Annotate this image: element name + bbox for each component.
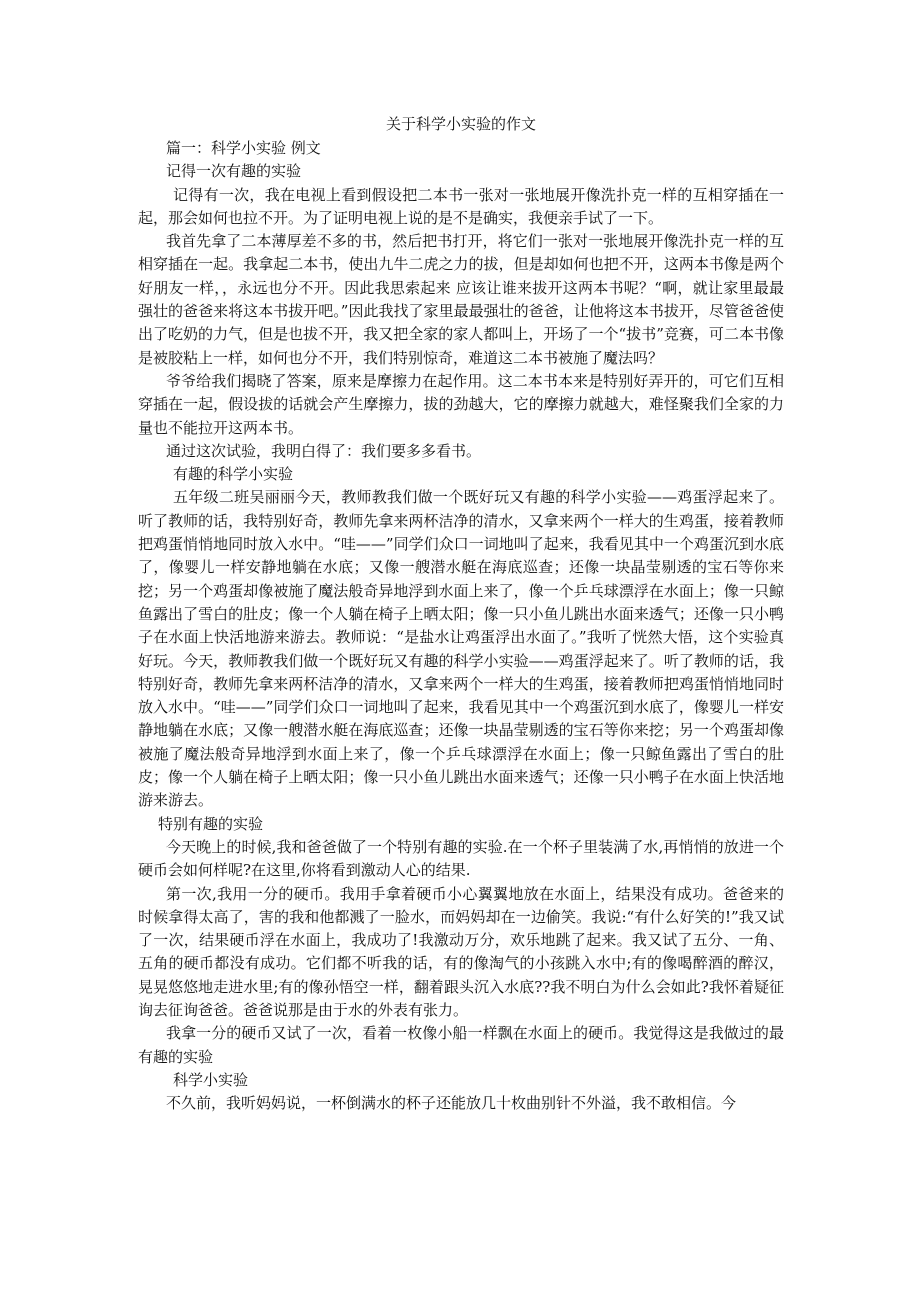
section-heading: 篇一：科学小实验 例文 [166,139,321,157]
paragraph: 我拿一分的硬币又试了一次，看着一枚像小船一样飘在水面上的硬币。我觉得这是我做过的最有趣的实验 [138,1024,784,1066]
section-subheading: 记得一次有趣的实验 [166,162,302,181]
paragraph: 不久前，我听妈妈说，一杯倒满水的杯子还能放几十枚曲别针不外溢，我不敢相信。今 [166,1094,737,1113]
document-title: 关于科学小实验的作文 [385,115,536,133]
section-heading: 有趣的科学小实验 [173,465,294,484]
section-heading: 特别有趣的实验 [158,814,264,833]
paragraph: 通过这次试验，我明白得了：我们要多多看书。 [166,441,482,460]
paragraph: 第一次,我用一分的硬币。我用手拿着硬币小心翼翼地放在水面上，结果没有成功。爸爸来的时候拿得太高了，害的我和他都溅了一脸水，而妈妈却在一边偷笑。我说:“有什么好笑的!”我又试了一次，结果硬币浮在水面上，我成功了!我激动万分，欢乐地跳了起来。我又试了五分、一角、五角的硬币都没有成功。它们都不听我的话，有的像淘气的小孩跳入水中;有的像喝醉酒的醉汉，晃晃悠悠地走进水里;有的像孙悟空一样，翻着跟头沉入水底??我不明白为什么会如此?我怀着疑征询去征询爸爸。爸爸说那是由于水的外表有张力。 [138,884,784,1019]
document-page [138,111,784,1115]
paragraph: 今天晚上的时候,我和爸爸做了一个特别有趣的实验.在一个杯子里装满了水,再悄悄的放进一个硬币会如何样呢?在这里,你将看到激动人心的结果. [138,837,784,880]
paragraph: 爷爷给我们揭晓了答案，原来是摩擦力在起作用。这二本书本来是特别好弄开的，可它们互相穿插在一起，假设拔的话就会产生摩擦力，拔的劲越大，它的摩擦力就越大，难怪聚我们全家的力量也不能拉开这两本书。 [138,371,784,437]
paragraph: 五年级二班吴丽丽今天，教师教我们做一个既好玩又有趣的科学小实验——鸡蛋浮起来了。听了教师的话，我特别好奇，教师先拿来两杯洁净的清水，又拿来两个一样大的生鸡蛋，接着教师把鸡蛋悄悄地同时放入水中。“哇——”同学们众口一词地叫了起来，我看见其中一个鸡蛋沉到水底了，像婴儿一样安静地躺在水底；又像一艘潜水艇在海底巡查；还像一块晶莹剔透的宝石等你来挖；另一个鸡蛋却像被施了魔法般奇异地浮到水面上来了，像一个乒乓球漂浮在水面上；像一只鲸鱼露出了雪白的肚皮；像一个人躺在椅子上晒太阳；像一只小鱼儿跳出水面来透气；还像一只小鸭子在水面上快活地游来游去。教师说：“是盐水让鸡蛋浮出水面了。”我听了恍然大悟，这个实验真好玩。今天，教师教我们做一个既好玩又有趣的科学小实验——鸡蛋浮起来了。听了教师的话，我特别好奇，教师先拿来两杯洁净的清水，又拿来两个一样大的生鸡蛋，接着教师把鸡蛋悄悄地同时放入水中。“哇——”同学们众口一词地叫了起来，我看见其中一个鸡蛋沉到水底了，像婴儿一样安静地躺在水底；又像一艘潜水艇在海底巡查；还像一块晶莹剔透的宝石等你来挖；另一个鸡蛋却像被施了魔法般奇异地浮到水面上来了，像一个乒乓球漂浮在水面上；像一只鲸鱼露出了雪白的肚皮；像一个人躺在椅子上晒太阳；像一只小鱼儿跳出水面来透气；还像一只小鸭子在水面上快活地游来游去。 [138,488,784,810]
paragraph: 记得有一次，我在电视上看到假设把二本书一张对一张地展开像洗扑克一样的互相穿插在一起，那会如何也拉不开。为了证明电视上说的是不是确实，我便亲手试了一下。 [138,185,784,227]
section-heading: 科学小实验 [173,1070,249,1089]
paragraph: 我首先拿了二本薄厚差不多的书，然后把书打开，将它们一张对一张地展开像洗扑克一样的互相穿插在一起。我拿起二本书，使出九牛二虎之力的拔，但是却如何也把不开，这两本书像是两个好朋友一样，，永远也分不开。因此我思索起来 应该让谁来拔开这两本书呢？“啊，就让家里最最强壮的爸爸来将这本书拔开吧。”因此我找了家里最最强壮的爸爸，让他将这本书拔开，尽管爸爸使出了吃奶的力气，但是也拔不开，我又把全家的家人都叫上，开场了一个“拔书”竞赛，可二本书像是被胶粘上一样，如何也分不开，我们特别惊奇，难道这二本书被施了魔法吗？ [138,232,784,367]
